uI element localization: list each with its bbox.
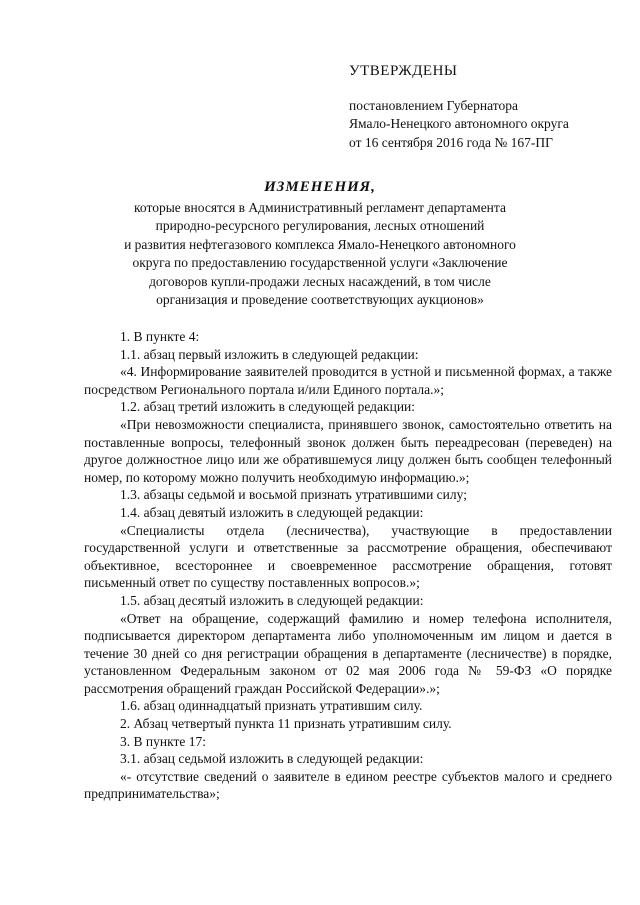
title-line: договоров купли-продажи лесных насаждений, в том числе [149,273,491,289]
title-line: организация и проведение соответствующих аукционов» [156,292,484,307]
paragraph: 3.1. абзац седьмой изложить в следующей редакции: [120,751,424,767]
paragraph: 1.2. абзац третий изложить в следующей редакции: [120,399,416,415]
approval-line: постановлением Губернатора [349,97,518,113]
paragraph: 1.6. абзац одиннадцатый признать утратившим силу. [120,698,423,714]
approval-line: от 16 сентября 2016 года № 167-ПГ [349,134,553,150]
paragraph: «- отсутствие сведений о заявителе в едином реестре субъектов малого и среднего предпринимательства»; [84,768,612,802]
paragraph: 1.5. абзац десятый изложить в следующей редакции: [120,592,424,608]
title-line: природно-ресурсного регулирования, лесных отношений [155,218,485,233]
document-title [100,178,540,310]
paragraph: 3. В пункте 17: [120,733,206,749]
title-line: которые вносятся в Административный регламент департамента [134,199,506,215]
paragraph: «4. Информирование заявителей проводится в устной и письменной формах, а также посредством Регионального портала и/или Единого портала.»; [84,364,612,397]
approval-line: Ямало-Ненецкого автономного округа [349,116,569,131]
approval-heading: УТВЕРЖДЕНЫ [349,63,458,79]
paragraph: 1.4. абзац девятый изложить в следующей редакции: [120,504,424,520]
paragraph: 1.3. абзацы седьмой и восьмой признать утратившими силу; [120,487,467,503]
paragraph: 1. В пункте 4: [120,329,200,344]
paragraph: 2. Абзац четвертый пункта 11 признать утратившим силу. [120,716,452,732]
document-body [84,328,612,803]
title-heading: ИЗМЕНЕНИЯ, [264,179,376,195]
paragraph: 1.1. абзац первый изложить в следующей редакции: [120,346,419,362]
paragraph: «Специалисты отдела (лесничества), участвующие в предоставлении государственной услуги и ответственные за рассмотрение обращения, обеспечивают объективное, всестороннее и своевременное рассмотрение обращения, готовят письменный ответ по существу поставленных вопросов.»; [84,522,612,591]
paragraph: «Ответ на обращение, содержащий фамилию и номер телефона исполнителя, подписывается директором департамента либо уполномоченным им лицом и дается в течение 30 дней со дня регистрации обращения в департаменте (лесничестве) в порядке, установленном Федеральным законом от 02 мая 2006 года № 59-ФЗ «О порядке рассмотрения обращений граждан Российской Федерации».»; [84,610,612,696]
paragraph: «При невозможности специалиста, принявшего звонок, самостоятельно ответить на поставленные вопросы, телефонный звонок должен быть переадресован (переведен) на другое должностное лицо или же обратившемуся лицу должен быть сообщен телефонный номер, по которому можно получить необходимую информацию.»; [84,416,612,485]
title-line: и развития нефтегазового комплекса Ямало-Ненецкого автономного [124,236,516,252]
title-line: округа по предоставлению государственной услуги «Заключение [132,255,508,270]
approval-block [349,62,619,152]
